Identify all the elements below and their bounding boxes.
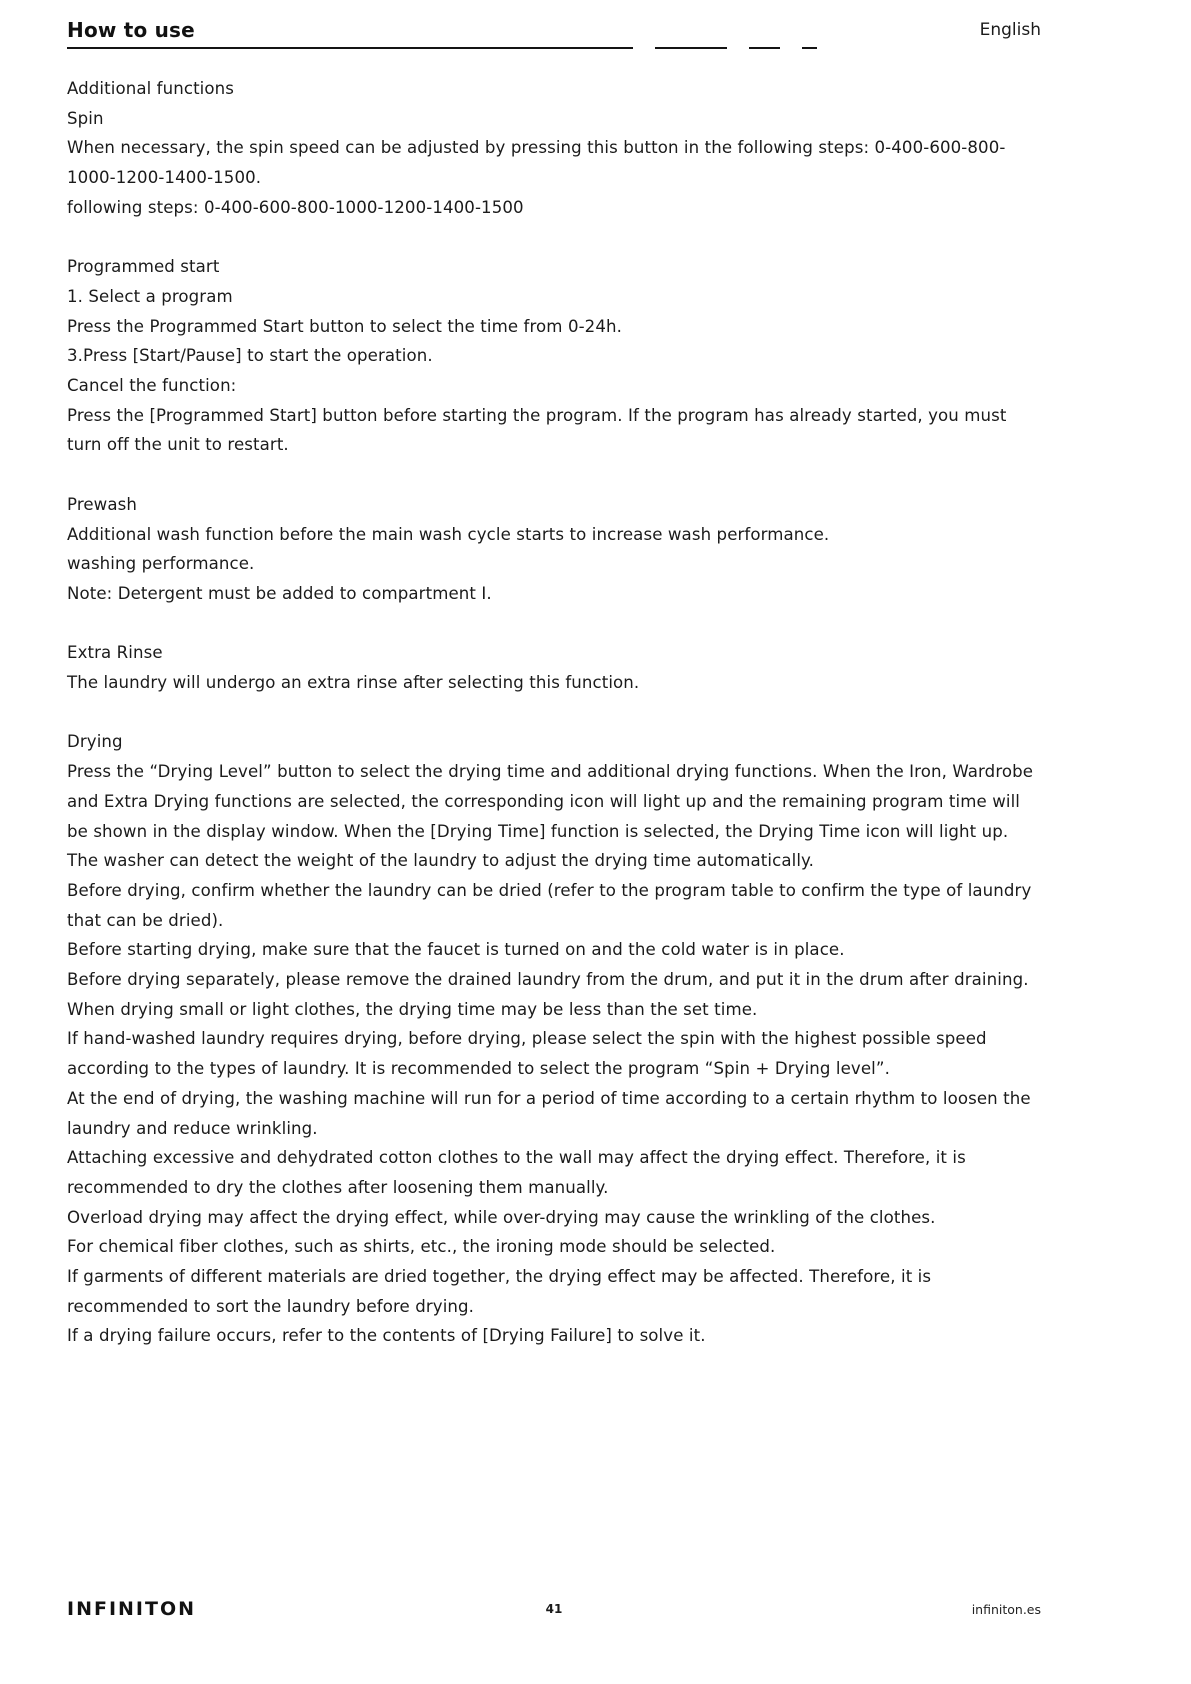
paragraph: Press the “Drying Level” button to select the drying time and additional drying functions. When the Iron, Wardrobe and Extra Drying functions are selected, the corresponding icon will light up and the remaining program time will be shown in the display window. When the [Drying Time] function is selected, the Drying Time icon will light up. The washer can detect the weight of the laundry to adjust the drying time automatically. [67,762,1034,871]
paragraph: Before drying separately, please remove the drained laundry from the drum, and put it in the drum after draining. [67,970,1029,990]
rule-segment-tiny [802,47,817,49]
page-number: 41 [545,1602,563,1616]
header-rule [67,47,1041,49]
section-heading: Extra Rinse [67,643,163,663]
page-inner [67,18,1041,1381]
paragraph: When drying small or light clothes, the drying time may be less than the set time. [67,999,758,1019]
paragraph: Note: Detergent must be added to compartment I. [67,583,492,603]
paragraph: 3.Press [Start/Pause] to start the operation. [67,346,433,366]
paragraph: Before drying, confirm whether the laundry can be dried (refer to the program table to confirm the type of laundry that can be dried). [67,880,1032,930]
paragraph: 1. Select a program [67,286,233,306]
paragraph: Press the Programmed Start button to select the time from 0-24h. [67,316,622,336]
page-footer [67,1592,1041,1626]
brand-logo: INFINITON [67,1598,197,1620]
page-title: How to use [67,18,195,42]
paragraph: When necessary, the spin speed can be adjusted by pressing this button in the following steps: 0-400-600-800-1000-1200-1400-1500. [67,138,1006,188]
section-additional-functions [67,74,1041,223]
paragraph: Spin [67,108,104,128]
website-label: infiniton.es [971,1601,1041,1617]
paragraph: Additional wash function before the main wash cycle starts to increase wash performance. [67,524,830,544]
header-row [67,18,1041,42]
section-programmed-start [67,252,1041,460]
paragraph: Press the [Programmed Start] button before starting the program. If the program has already started, you must turn off the unit to restart. [67,405,1007,455]
paragraph: If a drying failure occurs, refer to the contents of [Drying Failure] to solve it. [67,1326,706,1346]
section-heading: Programmed start [67,257,220,277]
paragraph: The laundry will undergo an extra rinse after selecting this function. [67,673,640,693]
section-prewash [67,490,1041,609]
paragraph: At the end of drying, the washing machine will run for a period of time according to a certain rhythm to loosen the laundry and reduce wrinkling. [67,1088,1031,1138]
section-heading: Prewash [67,494,137,514]
section-heading: Additional functions [67,79,235,98]
section-extra-rinse [67,638,1041,697]
paragraph: Before starting drying, make sure that the faucet is turned on and the cold water is in place. [67,940,845,960]
paragraph: Cancel the function: [67,376,237,396]
section-heading: Drying [67,732,123,752]
section-drying [67,727,1041,1351]
paragraph: Attaching excessive and dehydrated cotton clothes to the wall may affect the drying effect. Therefore, it is recommended to dry the clothes after loosening them manually. [67,1148,966,1197]
language-label: English [979,20,1041,40]
paragraph: washing performance. [67,554,255,574]
rule-segment-long [67,47,633,49]
paragraph: following steps: 0-400-600-800-1000-1200-1400-1500 [67,197,524,217]
paragraph: Overload drying may affect the drying effect, while over-drying may cause the wrinkling of the clothes. [67,1207,936,1227]
paragraph: For chemical fiber clothes, such as shirts, etc., the ironing mode should be selected. [67,1237,776,1257]
document-body [67,74,1041,1351]
rule-segment-short [749,47,780,49]
paragraph: If garments of different materials are dried together, the drying effect may be affected. Therefore, it is recommended to sort the laundry before drying. [67,1267,932,1316]
page-header [67,18,1041,49]
paragraph: If hand-washed laundry requires drying, before drying, please select the spin with the highest possible speed according to the types of laundry. It is recommended to select the program “Spin + Drying level”. [67,1029,987,1079]
rule-segment-medium [655,47,727,49]
